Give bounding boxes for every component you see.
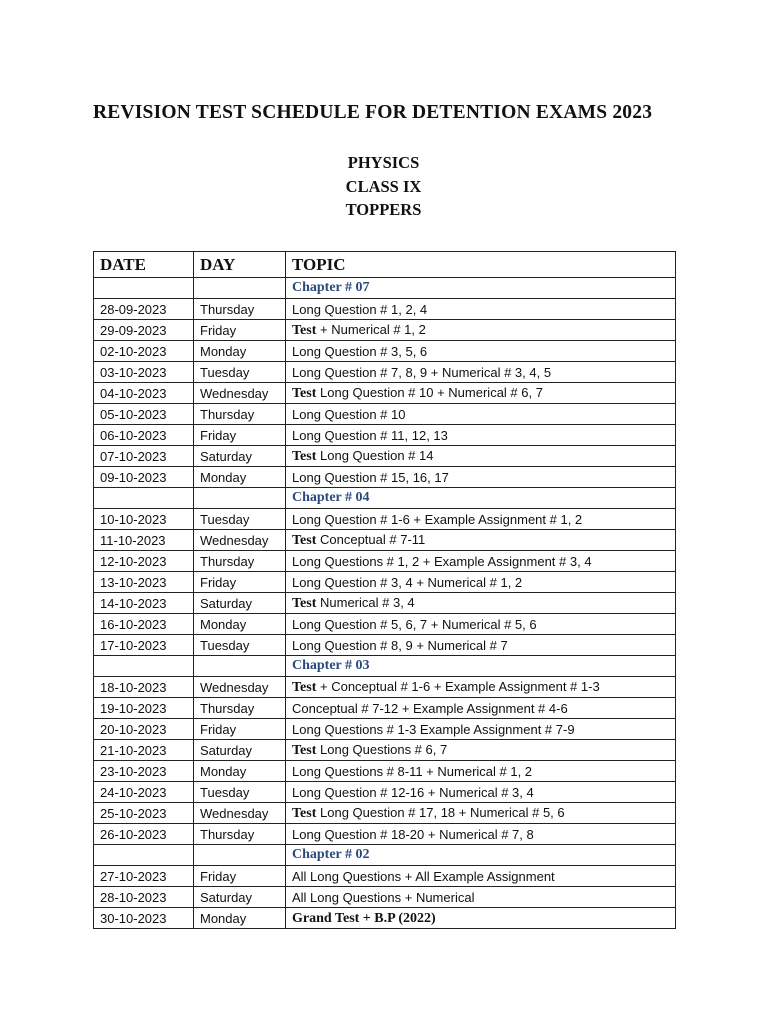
table-row xyxy=(94,320,676,341)
table-row xyxy=(94,593,676,614)
topic-cell xyxy=(286,467,676,488)
day-cell: Thursday xyxy=(194,404,286,425)
day-cell: Tuesday xyxy=(194,782,286,803)
test-label: Test xyxy=(292,532,317,548)
empty-day-cell xyxy=(194,488,286,509)
date-cell: 16-10-2023 xyxy=(94,614,194,635)
table-row xyxy=(94,698,676,719)
topic-cell xyxy=(286,299,676,320)
date-cell: 21-10-2023 xyxy=(94,740,194,761)
table-row xyxy=(94,467,676,488)
day-cell: Monday xyxy=(194,614,286,635)
chapter-row xyxy=(94,656,676,677)
day-cell: Monday xyxy=(194,341,286,362)
day-cell: Saturday xyxy=(194,593,286,614)
chapter-heading: Chapter # 02 xyxy=(286,845,676,866)
date-cell: 24-10-2023 xyxy=(94,782,194,803)
empty-day-cell xyxy=(194,845,286,866)
document-title: REVISION TEST SCHEDULE FOR DETENTION EXAMS 2023 xyxy=(93,102,653,123)
date-cell: 06-10-2023 xyxy=(94,425,194,446)
date-cell: 18-10-2023 xyxy=(94,677,194,698)
day-cell: Thursday xyxy=(194,824,286,845)
topic-cell xyxy=(286,866,676,887)
topic-cell xyxy=(286,803,676,824)
topic-text: Conceptual # 7-12 + Example Assignment # 4-6 xyxy=(292,700,568,716)
day-cell: Thursday xyxy=(194,551,286,572)
empty-date-cell xyxy=(94,656,194,677)
day-cell: Wednesday xyxy=(194,530,286,551)
date-cell: 20-10-2023 xyxy=(94,719,194,740)
topic-cell xyxy=(286,362,676,383)
chapter-heading: Chapter # 07 xyxy=(286,278,676,299)
date-cell: 12-10-2023 xyxy=(94,551,194,572)
day-cell: Friday xyxy=(194,866,286,887)
date-cell: 26-10-2023 xyxy=(94,824,194,845)
date-cell: 09-10-2023 xyxy=(94,467,194,488)
date-cell: 13-10-2023 xyxy=(94,572,194,593)
test-label: Test xyxy=(292,595,317,611)
table-row xyxy=(94,908,676,929)
empty-day-cell xyxy=(194,278,286,299)
table-row xyxy=(94,887,676,908)
date-cell: 27-10-2023 xyxy=(94,866,194,887)
topic-cell xyxy=(286,782,676,803)
topic-cell xyxy=(286,614,676,635)
topic-cell xyxy=(286,887,676,908)
date-cell: 23-10-2023 xyxy=(94,761,194,782)
test-label: Test xyxy=(292,385,317,401)
date-cell: 05-10-2023 xyxy=(94,404,194,425)
topic-cell xyxy=(286,530,676,551)
test-label: Test xyxy=(292,742,317,758)
table-row xyxy=(94,635,676,656)
topic-cell xyxy=(286,740,676,761)
day-cell: Wednesday xyxy=(194,383,286,404)
date-cell: 03-10-2023 xyxy=(94,362,194,383)
date-cell: 29-09-2023 xyxy=(94,320,194,341)
day-cell: Wednesday xyxy=(194,677,286,698)
topic-cell xyxy=(286,383,676,404)
table-row xyxy=(94,509,676,530)
day-column-header: DAY xyxy=(194,252,286,278)
topic-text: Long Question # 3, 4 + Numerical # 1, 2 xyxy=(292,574,523,590)
chapter-heading: Chapter # 04 xyxy=(286,488,676,509)
test-label: Test xyxy=(292,448,317,464)
date-cell: 30-10-2023 xyxy=(94,908,194,929)
day-cell: Tuesday xyxy=(194,635,286,656)
schedule-table xyxy=(93,251,676,929)
topic-cell xyxy=(286,761,676,782)
topic-text: All Long Questions + Numerical xyxy=(292,889,475,905)
topic-cell xyxy=(286,908,676,929)
day-cell: Saturday xyxy=(194,446,286,467)
table-row xyxy=(94,740,676,761)
day-cell: Friday xyxy=(194,320,286,341)
table-row xyxy=(94,404,676,425)
table-row xyxy=(94,530,676,551)
chapter-heading: Chapter # 03 xyxy=(286,656,676,677)
topic-text: + Numerical # 1, 2 xyxy=(316,321,426,337)
topic-text: Long Questions # 6, 7 xyxy=(316,741,448,757)
test-label: Test xyxy=(292,679,317,695)
day-cell: Monday xyxy=(194,467,286,488)
date-cell: 04-10-2023 xyxy=(94,383,194,404)
date-cell: 25-10-2023 xyxy=(94,803,194,824)
table-header-row xyxy=(94,252,676,278)
table-row xyxy=(94,383,676,404)
topic-cell xyxy=(286,320,676,341)
topic-text: Long Questions # 8-11 + Numerical # 1, 2 xyxy=(292,763,533,779)
subject-subtitle: PHYSICS xyxy=(347,153,420,172)
topic-text: Long Question # 14 xyxy=(316,447,434,463)
date-column-header: DATE xyxy=(94,252,194,278)
topic-text: Long Questions # 1, 2 + Example Assignment # 3, 4 xyxy=(292,553,592,569)
test-label: Test xyxy=(292,322,317,338)
table-row xyxy=(94,803,676,824)
date-cell: 19-10-2023 xyxy=(94,698,194,719)
table-row xyxy=(94,614,676,635)
date-cell: 02-10-2023 xyxy=(94,341,194,362)
chapter-row xyxy=(94,845,676,866)
empty-date-cell xyxy=(94,488,194,509)
topic-text: Long Question # 10 xyxy=(292,406,406,422)
topic-text: Long Question # 10 + Numerical # 6, 7 xyxy=(316,384,543,400)
day-cell: Tuesday xyxy=(194,509,286,530)
empty-day-cell xyxy=(194,656,286,677)
topic-text: Long Questions # 1-3 Example Assignment # 7-9 xyxy=(292,721,575,737)
topic-cell xyxy=(286,677,676,698)
date-cell: 17-10-2023 xyxy=(94,635,194,656)
topic-text: Long Question # 12-16 + Numerical # 3, 4 xyxy=(292,784,534,800)
topic-text: Grand Test + B.P (2022) xyxy=(292,910,436,926)
topic-cell xyxy=(286,572,676,593)
date-cell: 11-10-2023 xyxy=(94,530,194,551)
table-row xyxy=(94,824,676,845)
topic-text: Long Question # 17, 18 + Numerical # 5, 6 xyxy=(316,804,565,820)
topic-cell xyxy=(286,635,676,656)
topic-cell xyxy=(286,551,676,572)
topic-cell xyxy=(286,698,676,719)
topic-cell xyxy=(286,824,676,845)
topic-text: Numerical # 3, 4 xyxy=(316,594,415,610)
chapter-row xyxy=(94,278,676,299)
day-cell: Thursday xyxy=(194,698,286,719)
table-row xyxy=(94,866,676,887)
table-row xyxy=(94,761,676,782)
date-cell: 07-10-2023 xyxy=(94,446,194,467)
topic-text: Long Question # 5, 6, 7 + Numerical # 5, 6 xyxy=(292,616,537,632)
table-body xyxy=(94,278,676,929)
topic-text: Long Question # 8, 9 + Numerical # 7 xyxy=(292,637,508,653)
chapter-row xyxy=(94,488,676,509)
table-row xyxy=(94,362,676,383)
day-cell: Monday xyxy=(194,761,286,782)
class-subtitle: CLASS IX xyxy=(345,176,422,196)
topic-cell xyxy=(286,341,676,362)
topic-text: Long Question # 1-6 + Example Assignment # 1, 2 xyxy=(292,511,583,527)
table-row xyxy=(94,551,676,572)
topic-cell xyxy=(286,719,676,740)
topic-text: Long Question # 1, 2, 4 xyxy=(292,301,428,317)
group-subtitle: TOPPERS xyxy=(345,200,422,220)
topic-cell xyxy=(286,509,676,530)
day-cell: Saturday xyxy=(194,887,286,908)
topic-cell xyxy=(286,593,676,614)
empty-date-cell xyxy=(94,278,194,299)
topic-text: + Conceptual # 1-6 + Example Assignment # 1-3 xyxy=(316,678,600,694)
day-cell: Wednesday xyxy=(194,803,286,824)
topic-text: Long Question # 3, 5, 6 xyxy=(292,343,428,359)
topic-cell xyxy=(286,425,676,446)
table-row xyxy=(94,446,676,467)
table-row xyxy=(94,572,676,593)
date-cell: 28-10-2023 xyxy=(94,887,194,908)
topic-text: Long Question # 15, 16, 17 xyxy=(292,469,449,485)
table-row xyxy=(94,425,676,446)
topic-text: Conceptual # 7-11 xyxy=(316,531,426,547)
topic-text: Long Question # 11, 12, 13 xyxy=(292,427,448,443)
day-cell: Saturday xyxy=(194,740,286,761)
table-row xyxy=(94,719,676,740)
test-label: Test xyxy=(292,805,317,821)
day-cell: Friday xyxy=(194,572,286,593)
topic-text: All Long Questions + All Example Assignment xyxy=(292,868,555,884)
day-cell: Thursday xyxy=(194,299,286,320)
table-row xyxy=(94,299,676,320)
table-row xyxy=(94,677,676,698)
day-cell: Tuesday xyxy=(194,362,286,383)
date-cell: 14-10-2023 xyxy=(94,593,194,614)
topic-cell xyxy=(286,404,676,425)
date-cell: 28-09-2023 xyxy=(94,299,194,320)
day-cell: Friday xyxy=(194,425,286,446)
topic-column-header: TOPIC xyxy=(286,252,676,278)
subtitle-block xyxy=(93,151,674,222)
day-cell: Friday xyxy=(194,719,286,740)
topic-text: Long Question # 7, 8, 9 + Numerical # 3, 4, 5 xyxy=(292,364,552,380)
topic-text: Long Question # 18-20 + Numerical # 7, 8 xyxy=(292,826,534,842)
table-row xyxy=(94,341,676,362)
empty-date-cell xyxy=(94,845,194,866)
date-cell: 10-10-2023 xyxy=(94,509,194,530)
topic-cell xyxy=(286,446,676,467)
day-cell: Monday xyxy=(194,908,286,929)
table-row xyxy=(94,782,676,803)
